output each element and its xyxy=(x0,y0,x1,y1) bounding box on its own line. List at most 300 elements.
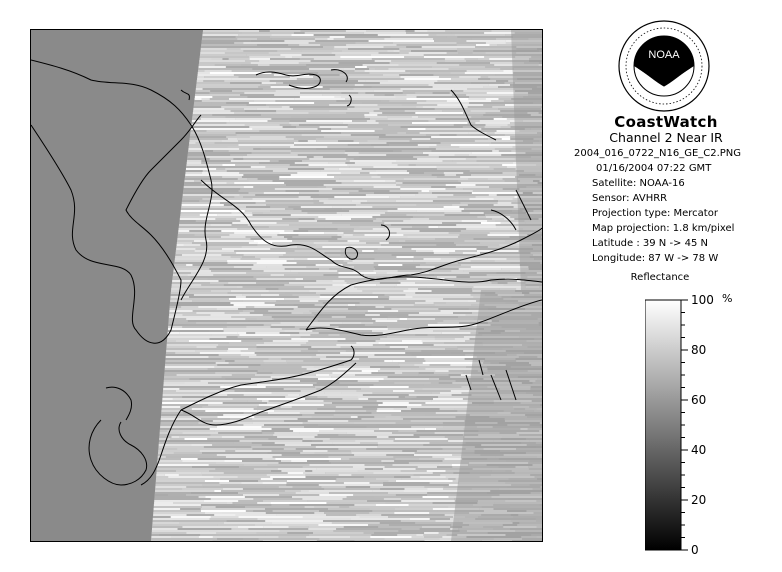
scan-line-segment xyxy=(294,138,316,140)
scan-line-segment xyxy=(273,456,329,458)
scan-line-segment xyxy=(374,430,398,432)
scan-line-segment xyxy=(173,502,226,504)
scan-line-segment xyxy=(191,124,244,126)
scan-line-segment xyxy=(176,248,195,250)
scan-line-segment xyxy=(154,504,201,506)
scan-line-segment xyxy=(294,32,305,34)
scan-line-segment xyxy=(315,218,326,220)
scan-line-segment xyxy=(288,138,294,140)
scan-line-segment xyxy=(200,58,212,60)
scan-line-segment xyxy=(419,366,466,368)
scan-line-segment xyxy=(356,514,381,516)
scan-line-segment xyxy=(431,382,439,384)
scan-line-segment xyxy=(246,306,254,308)
scan-line-segment xyxy=(176,250,195,252)
scan-line-segment xyxy=(169,310,192,312)
scan-line-segment xyxy=(411,426,443,428)
scan-line-segment xyxy=(471,260,495,262)
scan-line-segment xyxy=(496,80,508,82)
scan-line-segment xyxy=(273,510,319,512)
scan-line-segment xyxy=(394,408,412,410)
scan-line-segment xyxy=(272,428,290,430)
scan-line-segment xyxy=(371,372,394,374)
scan-line-segment xyxy=(314,506,339,508)
scan-line-segment xyxy=(314,366,370,368)
scan-line-segment xyxy=(450,72,464,74)
scan-line-segment xyxy=(459,64,494,66)
scan-line-segment xyxy=(162,400,226,402)
scan-line-segment xyxy=(152,534,159,536)
scan-line-segment xyxy=(394,476,411,478)
scan-line-segment xyxy=(377,114,438,116)
scan-line-segment xyxy=(499,98,512,100)
scan-line-segment xyxy=(318,378,384,380)
scan-line-segment xyxy=(284,284,332,286)
scan-line-segment xyxy=(338,340,376,342)
scan-line-segment xyxy=(429,378,439,380)
scan-line-segment xyxy=(373,166,437,168)
scan-line-segment xyxy=(152,532,187,534)
scan-line-segment xyxy=(198,74,234,76)
scan-line-segment xyxy=(243,288,266,290)
scan-line-segment xyxy=(208,404,259,406)
scan-line-segment xyxy=(316,138,379,140)
scan-line-segment xyxy=(263,500,308,502)
scan-line-segment xyxy=(436,34,455,36)
scan-line-segment xyxy=(224,204,232,206)
scan-line-segment xyxy=(363,406,407,408)
scan-line-segment xyxy=(444,212,469,214)
scan-line-segment xyxy=(205,480,229,482)
scan-line-segment xyxy=(292,496,347,498)
scan-line-segment xyxy=(461,38,472,40)
scan-line-segment xyxy=(168,330,210,332)
scan-line-segment xyxy=(389,524,451,526)
scan-line-segment xyxy=(374,384,424,386)
scan-line-segment xyxy=(156,474,165,476)
scan-line-segment xyxy=(334,38,384,40)
scan-line-segment xyxy=(394,382,431,384)
scan-line-segment xyxy=(243,286,271,288)
scan-line-segment xyxy=(376,320,398,322)
scan-line-segment xyxy=(190,136,226,138)
scan-line-segment xyxy=(269,226,325,228)
scan-line-segment xyxy=(272,372,302,374)
scan-line-segment xyxy=(246,236,272,238)
scan-line-segment xyxy=(347,164,397,166)
scan-line-segment xyxy=(324,208,342,210)
scan-line-segment xyxy=(204,394,228,396)
scan-line-segment xyxy=(223,488,243,490)
scan-line-segment xyxy=(254,276,297,278)
scan-line-segment xyxy=(304,130,321,132)
scan-line-segment xyxy=(376,504,409,506)
scan-line-segment xyxy=(270,206,288,208)
scan-line-segment xyxy=(298,234,337,236)
scan-line-segment xyxy=(374,416,385,418)
scan-line-segment xyxy=(388,168,437,170)
scan-line-segment xyxy=(398,164,409,166)
scan-line-segment xyxy=(458,52,473,54)
scan-line-segment xyxy=(263,360,286,362)
scan-line-segment xyxy=(177,448,237,450)
scan-line-segment xyxy=(189,340,241,342)
scan-line-segment xyxy=(332,236,342,238)
scan-line-segment xyxy=(377,436,389,438)
scan-line-segment xyxy=(210,518,258,520)
scan-line-segment xyxy=(436,206,443,208)
scan-line-segment xyxy=(432,290,473,292)
scan-line-segment xyxy=(175,256,230,258)
scan-line-segment xyxy=(248,366,301,368)
scan-line-segment xyxy=(336,180,354,182)
scan-line-segment xyxy=(192,408,254,410)
scan-line-segment xyxy=(329,198,390,200)
scan-line-segment xyxy=(186,170,203,172)
scan-line-segment xyxy=(242,32,294,34)
scan-line-segment xyxy=(260,46,323,48)
scan-line-segment xyxy=(429,272,469,274)
scan-line-segment xyxy=(279,160,302,162)
scan-line-segment xyxy=(347,432,392,434)
scan-line-segment xyxy=(229,362,264,364)
scan-line-segment xyxy=(289,224,350,226)
scan-line-segment xyxy=(165,474,179,476)
scan-line-segment xyxy=(300,300,319,302)
image-filename: 2004_016_0722_N16_GE_C2.PNG xyxy=(574,148,742,159)
scan-line-segment xyxy=(236,514,277,516)
scan-line-segment xyxy=(245,124,280,126)
scan-line-segment xyxy=(234,112,276,114)
scan-line-segment xyxy=(166,358,222,360)
scan-line-segment xyxy=(206,156,243,158)
scan-line-segment xyxy=(168,494,186,496)
scan-line-segment xyxy=(329,110,374,112)
scan-line-segment xyxy=(286,292,316,294)
scan-line-segment xyxy=(341,346,390,348)
scan-line-segment xyxy=(388,328,409,330)
scan-line-segment xyxy=(182,198,202,200)
scan-line-segment xyxy=(372,318,388,320)
scan-line-segment xyxy=(213,150,229,152)
scan-line-segment xyxy=(238,332,247,334)
scan-line-segment xyxy=(436,244,456,246)
scan-line-segment xyxy=(302,366,314,368)
scan-line-segment xyxy=(400,366,419,368)
scan-line-segment xyxy=(308,420,349,422)
scan-line-segment xyxy=(284,298,331,300)
scan-line-segment xyxy=(418,116,471,118)
scan-line-segment xyxy=(360,156,414,158)
scan-line-segment xyxy=(481,76,489,78)
scan-line-segment xyxy=(239,190,286,192)
scan-line-segment xyxy=(429,198,469,200)
scan-line-segment xyxy=(450,92,487,94)
scan-line-segment xyxy=(249,356,312,358)
scan-line-segment xyxy=(303,360,339,362)
scan-line-segment xyxy=(453,194,488,196)
scan-line-segment xyxy=(476,196,515,198)
scan-line-segment xyxy=(403,92,416,94)
scan-line-segment xyxy=(409,172,424,174)
scan-line-segment xyxy=(371,534,397,536)
scan-line-segment xyxy=(319,430,374,432)
scan-line-segment xyxy=(216,532,256,534)
scan-line-segment xyxy=(235,504,271,506)
scan-line-segment xyxy=(305,398,342,400)
scan-line-segment xyxy=(257,262,297,264)
scan-line-segment xyxy=(435,338,455,340)
scan-line-segment xyxy=(230,302,264,304)
scan-line-segment xyxy=(226,122,289,124)
scan-line-segment xyxy=(173,278,208,280)
scan-line-segment xyxy=(215,218,236,220)
scan-line-segment xyxy=(228,282,256,284)
scan-line-segment xyxy=(374,532,424,534)
scan-line-segment xyxy=(275,458,341,460)
scan-line-segment xyxy=(479,164,503,166)
scan-line-segment xyxy=(359,240,398,242)
scan-line-segment xyxy=(182,202,220,204)
scan-line-segment xyxy=(358,470,401,472)
scan-line-segment xyxy=(201,50,244,52)
scan-line-segment xyxy=(386,502,433,504)
scan-line-segment xyxy=(406,94,452,96)
scan-line-segment xyxy=(226,502,232,504)
scan-line-segment xyxy=(324,512,369,514)
scan-line-segment xyxy=(470,276,527,278)
scan-line-segment xyxy=(289,122,305,124)
scan-line-segment xyxy=(243,174,290,176)
scan-line-segment xyxy=(320,126,348,128)
scan-line-segment xyxy=(196,90,211,92)
scan-line-segment xyxy=(447,238,473,240)
scan-line-segment xyxy=(243,494,279,496)
scan-line-segment xyxy=(241,64,258,66)
scan-line-segment xyxy=(261,294,279,296)
scan-line-segment xyxy=(346,350,406,352)
scan-line-segment xyxy=(434,304,471,306)
scan-line-segment xyxy=(227,322,281,324)
scan-line-segment xyxy=(281,406,292,408)
scan-line-segment xyxy=(293,430,319,432)
scan-line-segment xyxy=(302,440,312,442)
scan-line-segment xyxy=(197,346,217,348)
scan-line-segment xyxy=(330,324,365,326)
scan-line-segment xyxy=(328,508,370,510)
scan-line-segment xyxy=(153,516,171,518)
scan-line-segment xyxy=(378,444,423,446)
scan-line-segment xyxy=(429,154,455,156)
scan-line-segment xyxy=(316,374,329,376)
scan-line-segment xyxy=(210,338,263,340)
scan-line-segment xyxy=(483,86,498,88)
scan-line-segment xyxy=(359,152,423,154)
scan-line-segment xyxy=(175,258,241,260)
scan-line-segment xyxy=(257,108,293,110)
scan-line-segment xyxy=(386,334,416,336)
scan-line-segment xyxy=(259,162,295,164)
scan-line-segment xyxy=(237,138,287,140)
colorbar-title: Reflectance xyxy=(630,272,690,283)
scan-line-segment xyxy=(269,114,310,116)
scan-line-segment xyxy=(437,276,457,278)
scan-line-segment xyxy=(251,62,299,64)
scan-line-segment xyxy=(192,122,227,124)
scan-line-segment xyxy=(269,52,332,54)
scan-line-segment xyxy=(385,212,393,214)
scan-line-segment xyxy=(256,278,295,280)
scan-line-segment xyxy=(438,464,452,466)
scan-line-segment xyxy=(286,190,319,192)
scan-line-segment xyxy=(287,482,345,484)
scan-line-segment xyxy=(342,208,397,210)
scan-line-segment xyxy=(313,384,374,386)
scan-line-segment xyxy=(246,54,280,56)
scan-line-segment xyxy=(376,284,396,286)
scan-line-segment xyxy=(232,90,276,92)
scan-line-segment xyxy=(301,350,318,352)
scan-line-segment xyxy=(419,458,445,460)
scan-line-segment xyxy=(355,374,418,376)
scan-line-segment xyxy=(346,486,370,488)
scan-line-segment xyxy=(182,326,226,328)
scan-line-segment xyxy=(238,526,263,528)
scan-line-segment xyxy=(441,142,492,144)
scan-line-segment xyxy=(384,38,433,40)
scan-line-segment xyxy=(439,76,459,78)
scan-line-segment xyxy=(361,150,393,152)
scan-line-segment xyxy=(223,192,248,194)
scan-line-segment xyxy=(380,540,424,541)
scan-line-segment xyxy=(347,282,354,284)
scan-line-segment xyxy=(477,216,486,218)
scan-line-segment xyxy=(272,450,303,452)
scan-line-segment xyxy=(202,472,224,474)
scan-line-segment xyxy=(380,108,435,110)
scan-line-segment xyxy=(349,458,395,460)
scan-line-segment xyxy=(253,198,314,200)
scan-line-segment xyxy=(348,386,369,388)
scan-line-segment xyxy=(319,510,372,512)
scan-line-segment xyxy=(340,520,401,522)
scan-line-segment xyxy=(354,540,380,541)
scan-line-segment xyxy=(312,470,357,472)
scan-line-segment xyxy=(174,266,234,268)
scan-line-segment xyxy=(279,256,289,258)
scan-line-segment xyxy=(426,286,473,288)
scan-line-segment xyxy=(419,448,442,450)
scan-line-segment xyxy=(245,210,270,212)
scan-line-segment xyxy=(270,58,300,60)
scan-line-segment xyxy=(399,52,408,54)
map-projection: Map projection: 1.8 km/pixel xyxy=(592,223,735,234)
scan-line-segment xyxy=(354,140,368,142)
scan-line-segment xyxy=(430,146,460,148)
scan-line-segment xyxy=(276,90,322,92)
scan-line-segment xyxy=(461,230,518,232)
scan-line-segment xyxy=(435,336,464,338)
scan-line-segment xyxy=(198,68,252,70)
scan-line-segment xyxy=(335,54,371,56)
scan-line-segment xyxy=(394,50,400,52)
scan-line-segment xyxy=(203,474,267,476)
scan-line-segment xyxy=(247,154,298,156)
scan-line-segment xyxy=(352,474,414,476)
scan-line-segment xyxy=(291,204,356,206)
scan-line-segment xyxy=(389,198,429,200)
scan-line-segment xyxy=(211,200,266,202)
scan-line-segment xyxy=(328,450,351,452)
scan-line-segment xyxy=(240,220,248,222)
scan-line-segment xyxy=(253,264,282,266)
scan-line-segment xyxy=(188,152,252,154)
scan-line-segment xyxy=(407,236,458,238)
scan-line-segment xyxy=(262,82,276,84)
scan-line-segment xyxy=(298,154,348,156)
scan-line-segment xyxy=(254,468,278,470)
scan-line-segment xyxy=(254,408,318,410)
scan-line-segment xyxy=(177,238,209,240)
scan-line-segment xyxy=(378,296,389,298)
scan-line-segment xyxy=(332,222,384,224)
scan-line-segment xyxy=(228,138,237,140)
scan-line-segment xyxy=(399,74,433,76)
scan-line-segment xyxy=(461,182,516,184)
scan-line-segment xyxy=(172,536,199,538)
scan-line-segment xyxy=(292,294,320,296)
scan-line-segment xyxy=(401,470,427,472)
scan-line-segment xyxy=(367,120,376,122)
scan-line-segment xyxy=(285,330,313,332)
scan-line-segment xyxy=(319,426,366,428)
scan-line-segment xyxy=(458,262,510,264)
scan-line-segment xyxy=(194,106,222,108)
scan-line-segment xyxy=(402,478,449,480)
scan-line-segment xyxy=(425,216,478,218)
scan-line-segment xyxy=(422,388,470,390)
scan-line-segment xyxy=(296,276,338,278)
scan-line-segment xyxy=(283,254,340,256)
scan-line-segment xyxy=(407,98,469,100)
scan-line-segment xyxy=(393,380,456,382)
scan-line-segment xyxy=(400,50,411,52)
scan-line-segment xyxy=(438,226,496,228)
scan-line-segment xyxy=(307,460,329,462)
scan-line-segment xyxy=(243,156,307,158)
scan-line-segment xyxy=(455,88,467,90)
scan-line-segment xyxy=(283,264,316,266)
scan-line-segment xyxy=(203,34,239,36)
scan-line-segment xyxy=(237,448,253,450)
scan-line-segment xyxy=(431,186,456,188)
scan-line-segment xyxy=(389,100,426,102)
scan-line-segment xyxy=(191,128,253,130)
scan-line-segment xyxy=(298,306,357,308)
scan-line-segment xyxy=(374,250,416,252)
scan-line-segment xyxy=(373,490,404,492)
scan-line-segment xyxy=(215,64,241,66)
scan-line-segment xyxy=(308,490,373,492)
scan-line-segment xyxy=(397,320,443,322)
scan-line-segment xyxy=(314,58,372,60)
scan-line-segment xyxy=(222,248,270,250)
scan-line-segment xyxy=(169,312,196,314)
scan-line-segment xyxy=(389,480,396,482)
scan-line-segment xyxy=(239,312,250,314)
scan-line-segment xyxy=(264,192,299,194)
scan-line-segment xyxy=(213,540,263,541)
